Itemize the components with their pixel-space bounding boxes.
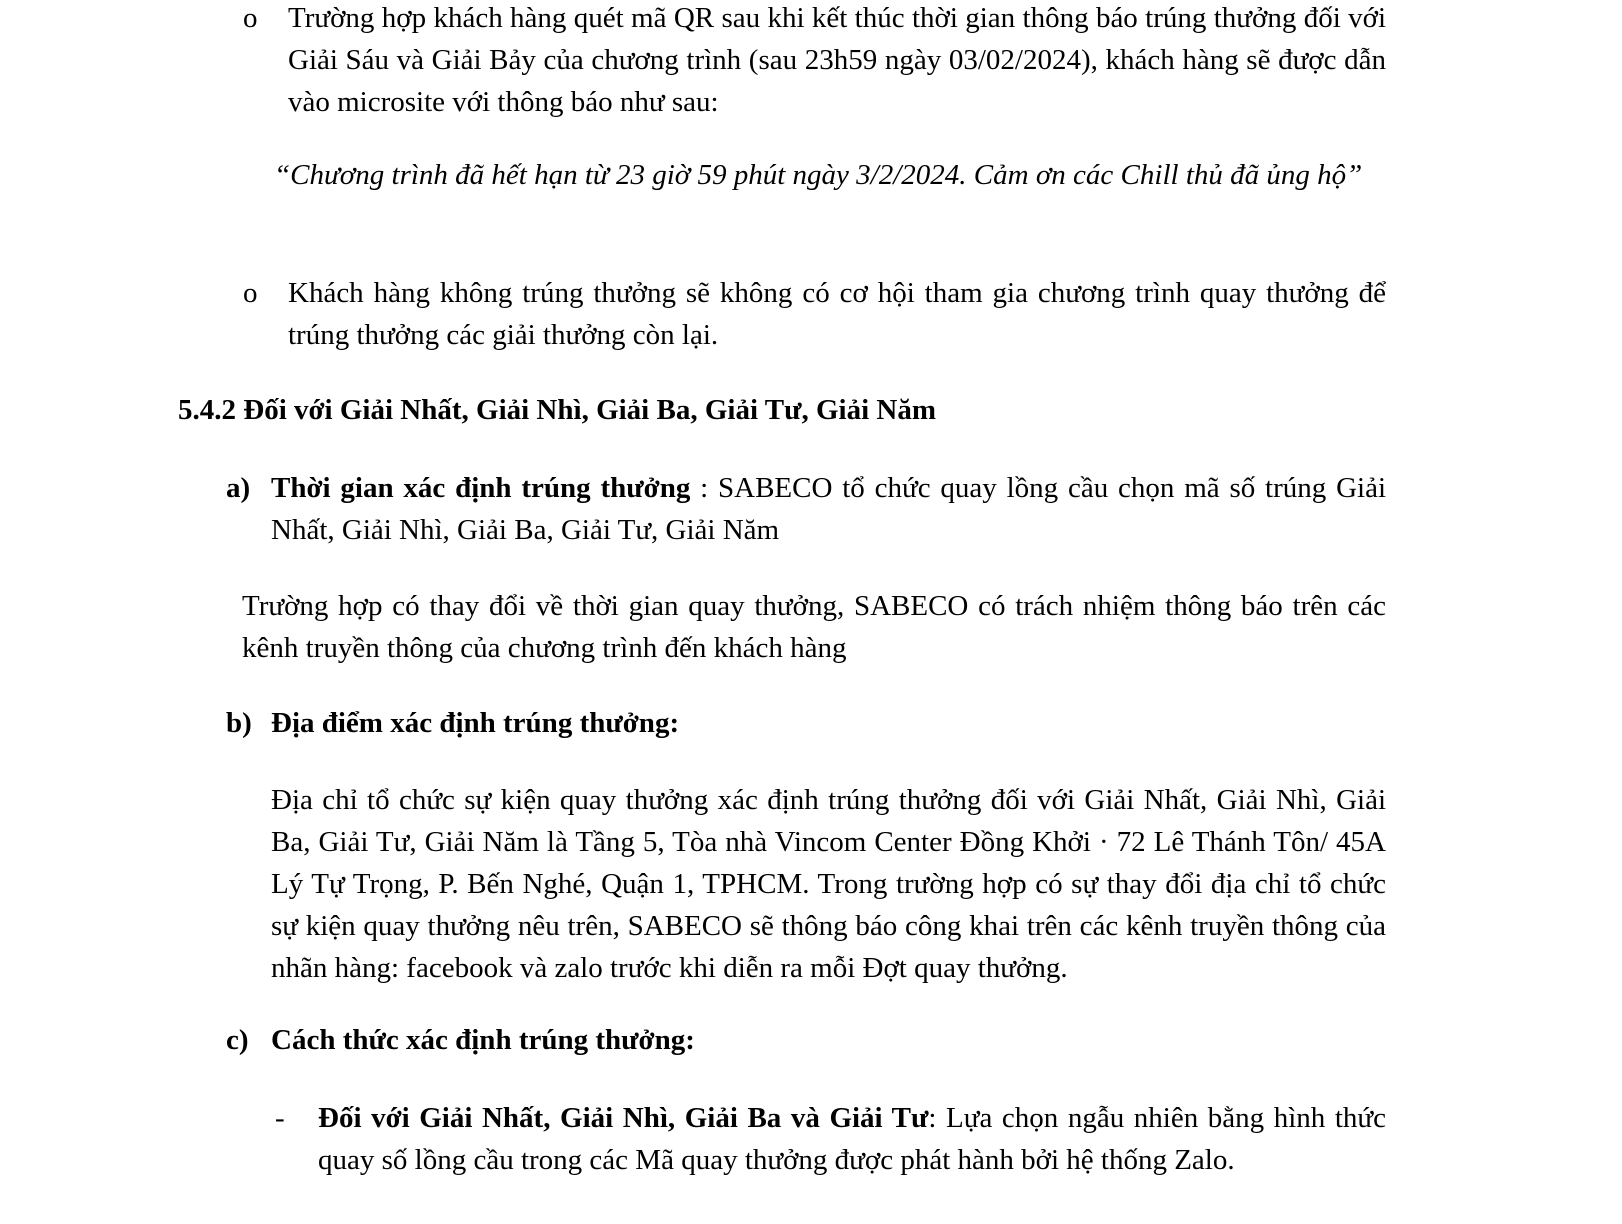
- item-a-body: : SABECO tổ chức quay lồng cầu chọn mã số trúng Giải Nhất, Giải Nhì, Giải Ba, Giải Tư, Giải Năm: [271, 472, 1387, 546]
- section-number: 5.4.2: [178, 394, 236, 426]
- section-heading: [178, 389, 1378, 431]
- item-a-note: Trường hợp có thay đổi về thời gian quay thưởng, SABECO có trách nhiệm thông báo trên các kênh truyền thông của chương trình đến khách hàng: [242, 590, 1386, 664]
- item-a-marker: a): [226, 472, 251, 504]
- expired-notice-quote: “Chương trình đã hết hạn từ 23 giờ 59 phút ngày 3/2/2024. Cảm ơn các Chill thủ đã ủng hộ”: [274, 159, 1363, 191]
- item-b-label: Địa điểm xác định trúng thưởng:: [271, 707, 680, 739]
- bullet-marker: o: [243, 277, 258, 309]
- item-c-label: Cách thức xác định trúng thưởng:: [271, 1024, 695, 1056]
- bullet-late-scan-text: Trường hợp khách hàng quét mã QR sau khi kết thúc thời gian thông báo trúng thưởng đối với Giải Sáu và Giải Bảy của chương trình (sau 23h59 ngày 03/02/2024), khách hàng sẽ được dẫn vào microsite với thông báo như sau:: [288, 2, 1386, 118]
- dash-marker: -: [275, 1102, 285, 1134]
- item-b-address: Địa chỉ tổ chức sự kiện quay thưởng xác định trúng thưởng đối với Giải Nhất, Giải Nhì, Giải Ba, Giải Tư, Giải Năm là Tầng 5, Tòa nhà Vincom Center Đồng Khởi · 72 Lê Thánh Tôn/ 45A Lý Tự Trọng, P. Bến Nghé, Quận 1, TPHCM. Trong trường hợp có sự thay đổi địa chỉ tổ chức sự kiện quay thưởng nêu trên, SABECO sẽ thông báo công khai trên các kênh truyền thông của nhãn hàng: facebook và zalo trước khi diễn ra mỗi Đợt quay thưởng.: [271, 784, 1386, 984]
- dash-item-text: [318, 1097, 1386, 1181]
- bullet-marker: o: [243, 2, 258, 34]
- item-a-text: [271, 467, 1386, 551]
- bullet-no-win-text: Khách hàng không trúng thưởng sẽ không có cơ hội tham gia chương trình quay thưởng để trúng thưởng các giải thưởng còn lại.: [288, 277, 1386, 351]
- dash-item-label: Đối với Giải Nhất, Giải Nhì, Giải Ba và Giải Tư: [318, 1102, 929, 1134]
- item-a-label: Thời gian xác định trúng thưởng: [271, 472, 691, 504]
- item-c-marker: c): [226, 1024, 249, 1056]
- item-b-marker: b): [226, 707, 252, 739]
- section-title: Đối với Giải Nhất, Giải Nhì, Giải Ba, Giải Tư, Giải Năm: [243, 394, 936, 426]
- dash-item-body: : Lựa chọn ngẫu nhiên bằng hình thức quay số lồng cầu trong các Mã quay thưởng được phát hành bởi hệ thống Zalo.: [318, 1102, 1386, 1176]
